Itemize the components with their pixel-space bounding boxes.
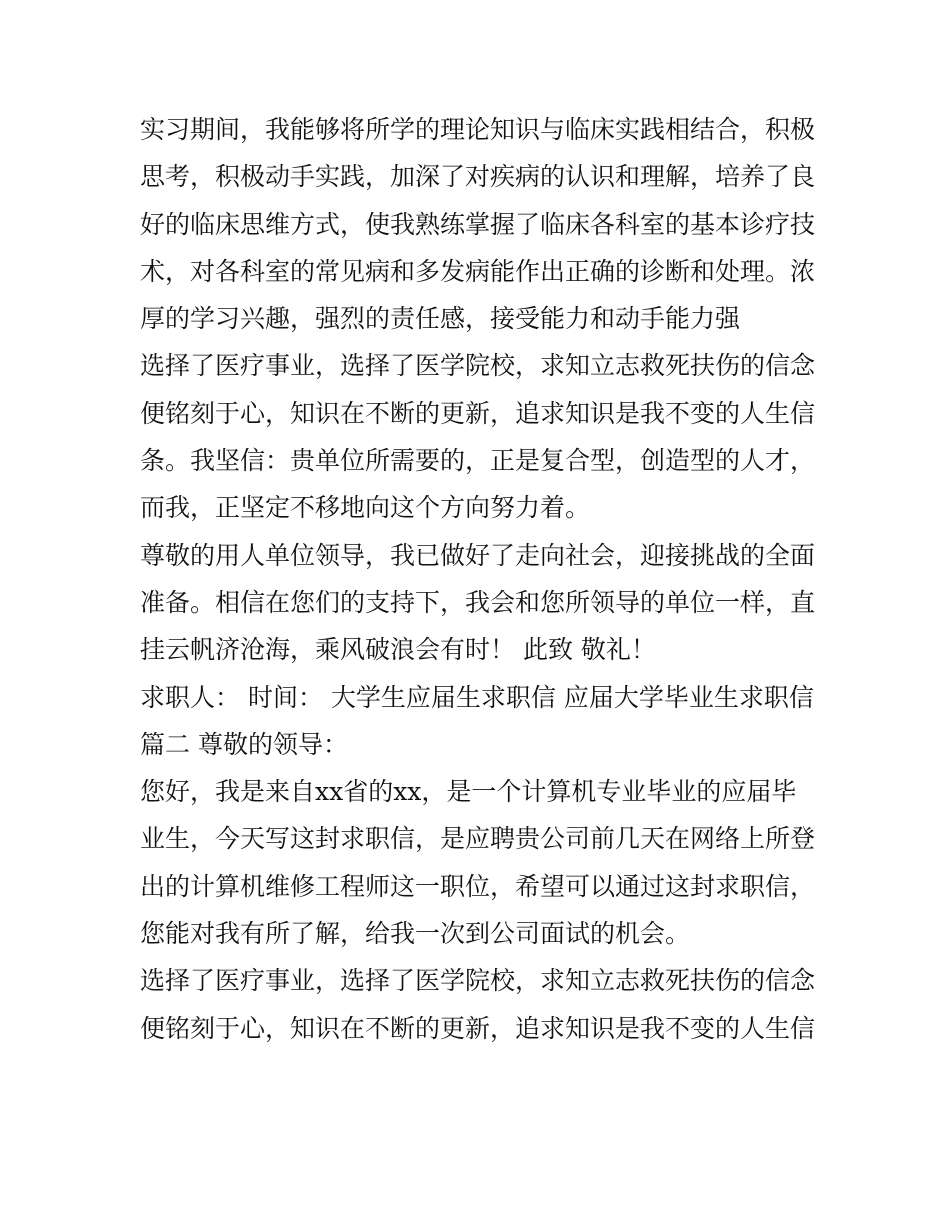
text-line: 准备。相信在您们的支持下，我会和您所领导的单位一样，直 [140,587,816,617]
text-line: 求职人： 时间： 大学生应届生求职信 应届大学毕业生求职信 [140,682,814,712]
text-line: 便铭刻于心，知识在不断的更新，追求知识是我不变的人生信 [140,1013,816,1043]
text-line: 而我，正坚定不移地向这个方向努力着。 [140,493,591,523]
text-line: 术，对各科室的常见病和多发病能作出正确的诊断和处理。浓 [140,256,816,286]
text-line: 出的计算机维修工程师这一职位，希望可以通过这封求职信， [140,871,816,901]
text-line: 篇二 尊敬的领导： [140,729,348,759]
text-line: 选择了医疗事业，选择了医学院校，求知立志救死扶伤的信念 [140,351,816,381]
text-line: 思考，积极动手实践，加深了对疾病的认识和理解，培养了良 [140,162,816,192]
text-line: 厚的学习兴趣，强烈的责任感，接受能力和动手能力强 [140,304,741,334]
text-line: 条。我坚信：贵单位所需要的，正是复合型，创造型的人才， [140,446,816,476]
text-line: 您好，我是来自xx省的xx，是一个计算机专业毕业的应届毕 [140,777,797,807]
text-line: 便铭刻于心，知识在不断的更新，追求知识是我不变的人生信 [140,398,816,428]
text-line: 挂云帆济沧海，乘风破浪会有时！ 此致 敬礼！ [140,635,656,665]
text-line: 您能对我有所了解，给我一次到公司面试的机会。 [140,919,691,949]
text-line: 选择了医疗事业，选择了医学院校，求知立志救死扶伤的信念 [140,966,816,996]
text-line: 实习期间，我能够将所学的理论知识与临床实践相结合，积极 [140,115,816,144]
text-line: 业生，今天写这封求职信，是应聘贵公司前几天在网络上所登 [140,824,816,854]
body-text [140,106,820,1052]
text-line: 好的临床思维方式，使我熟练掌握了临床各科室的基本诊疗技 [140,209,816,239]
text-line: 尊敬的用人单位领导，我已做好了走向社会，迎接挑战的全面 [140,540,816,570]
